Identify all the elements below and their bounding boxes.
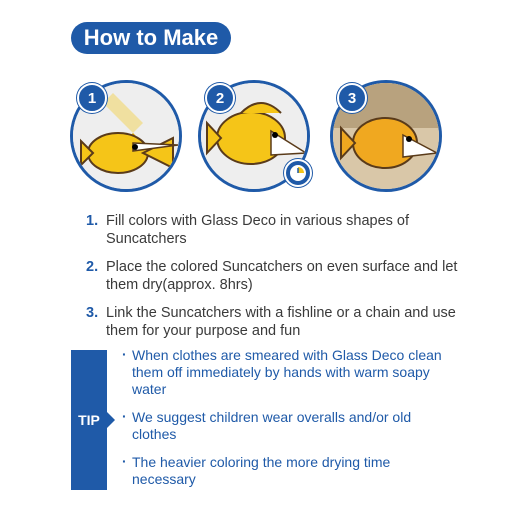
list-item (86, 212, 466, 248)
step-number-badge: 1 (77, 83, 107, 113)
step-number: 2. (86, 259, 99, 275)
list-item: · The heavier coloring the more drying time necessary (120, 454, 450, 488)
step-text: Place the colored Suncatchers on even surface and let them dry(approx. 8hrs) (106, 259, 458, 293)
step-number-badge: 3 (337, 83, 367, 113)
clock-icon (284, 159, 312, 187)
tip-label: TIP (71, 350, 107, 490)
step-text: Fill colors with Glass Deco in various shapes of Suncatchers (106, 213, 410, 247)
step-number: 1. (86, 213, 99, 229)
step-number: 3. (86, 305, 99, 321)
step-number-badge: 2 (205, 83, 235, 113)
step-text: Link the Suncatchers with a fishline or a chain and use them for your purpose and fun (106, 305, 456, 339)
tip-list (120, 347, 450, 499)
list-item: · When clothes are smeared with Glass Deco clean them off immediately by hands with warm soapy water (120, 347, 450, 398)
instruction-list (86, 212, 466, 350)
list-item (86, 258, 466, 294)
section-title: How to Make (71, 22, 231, 54)
list-item (86, 304, 466, 340)
list-item: · We suggest children wear overalls and/or old clothes (120, 409, 450, 443)
